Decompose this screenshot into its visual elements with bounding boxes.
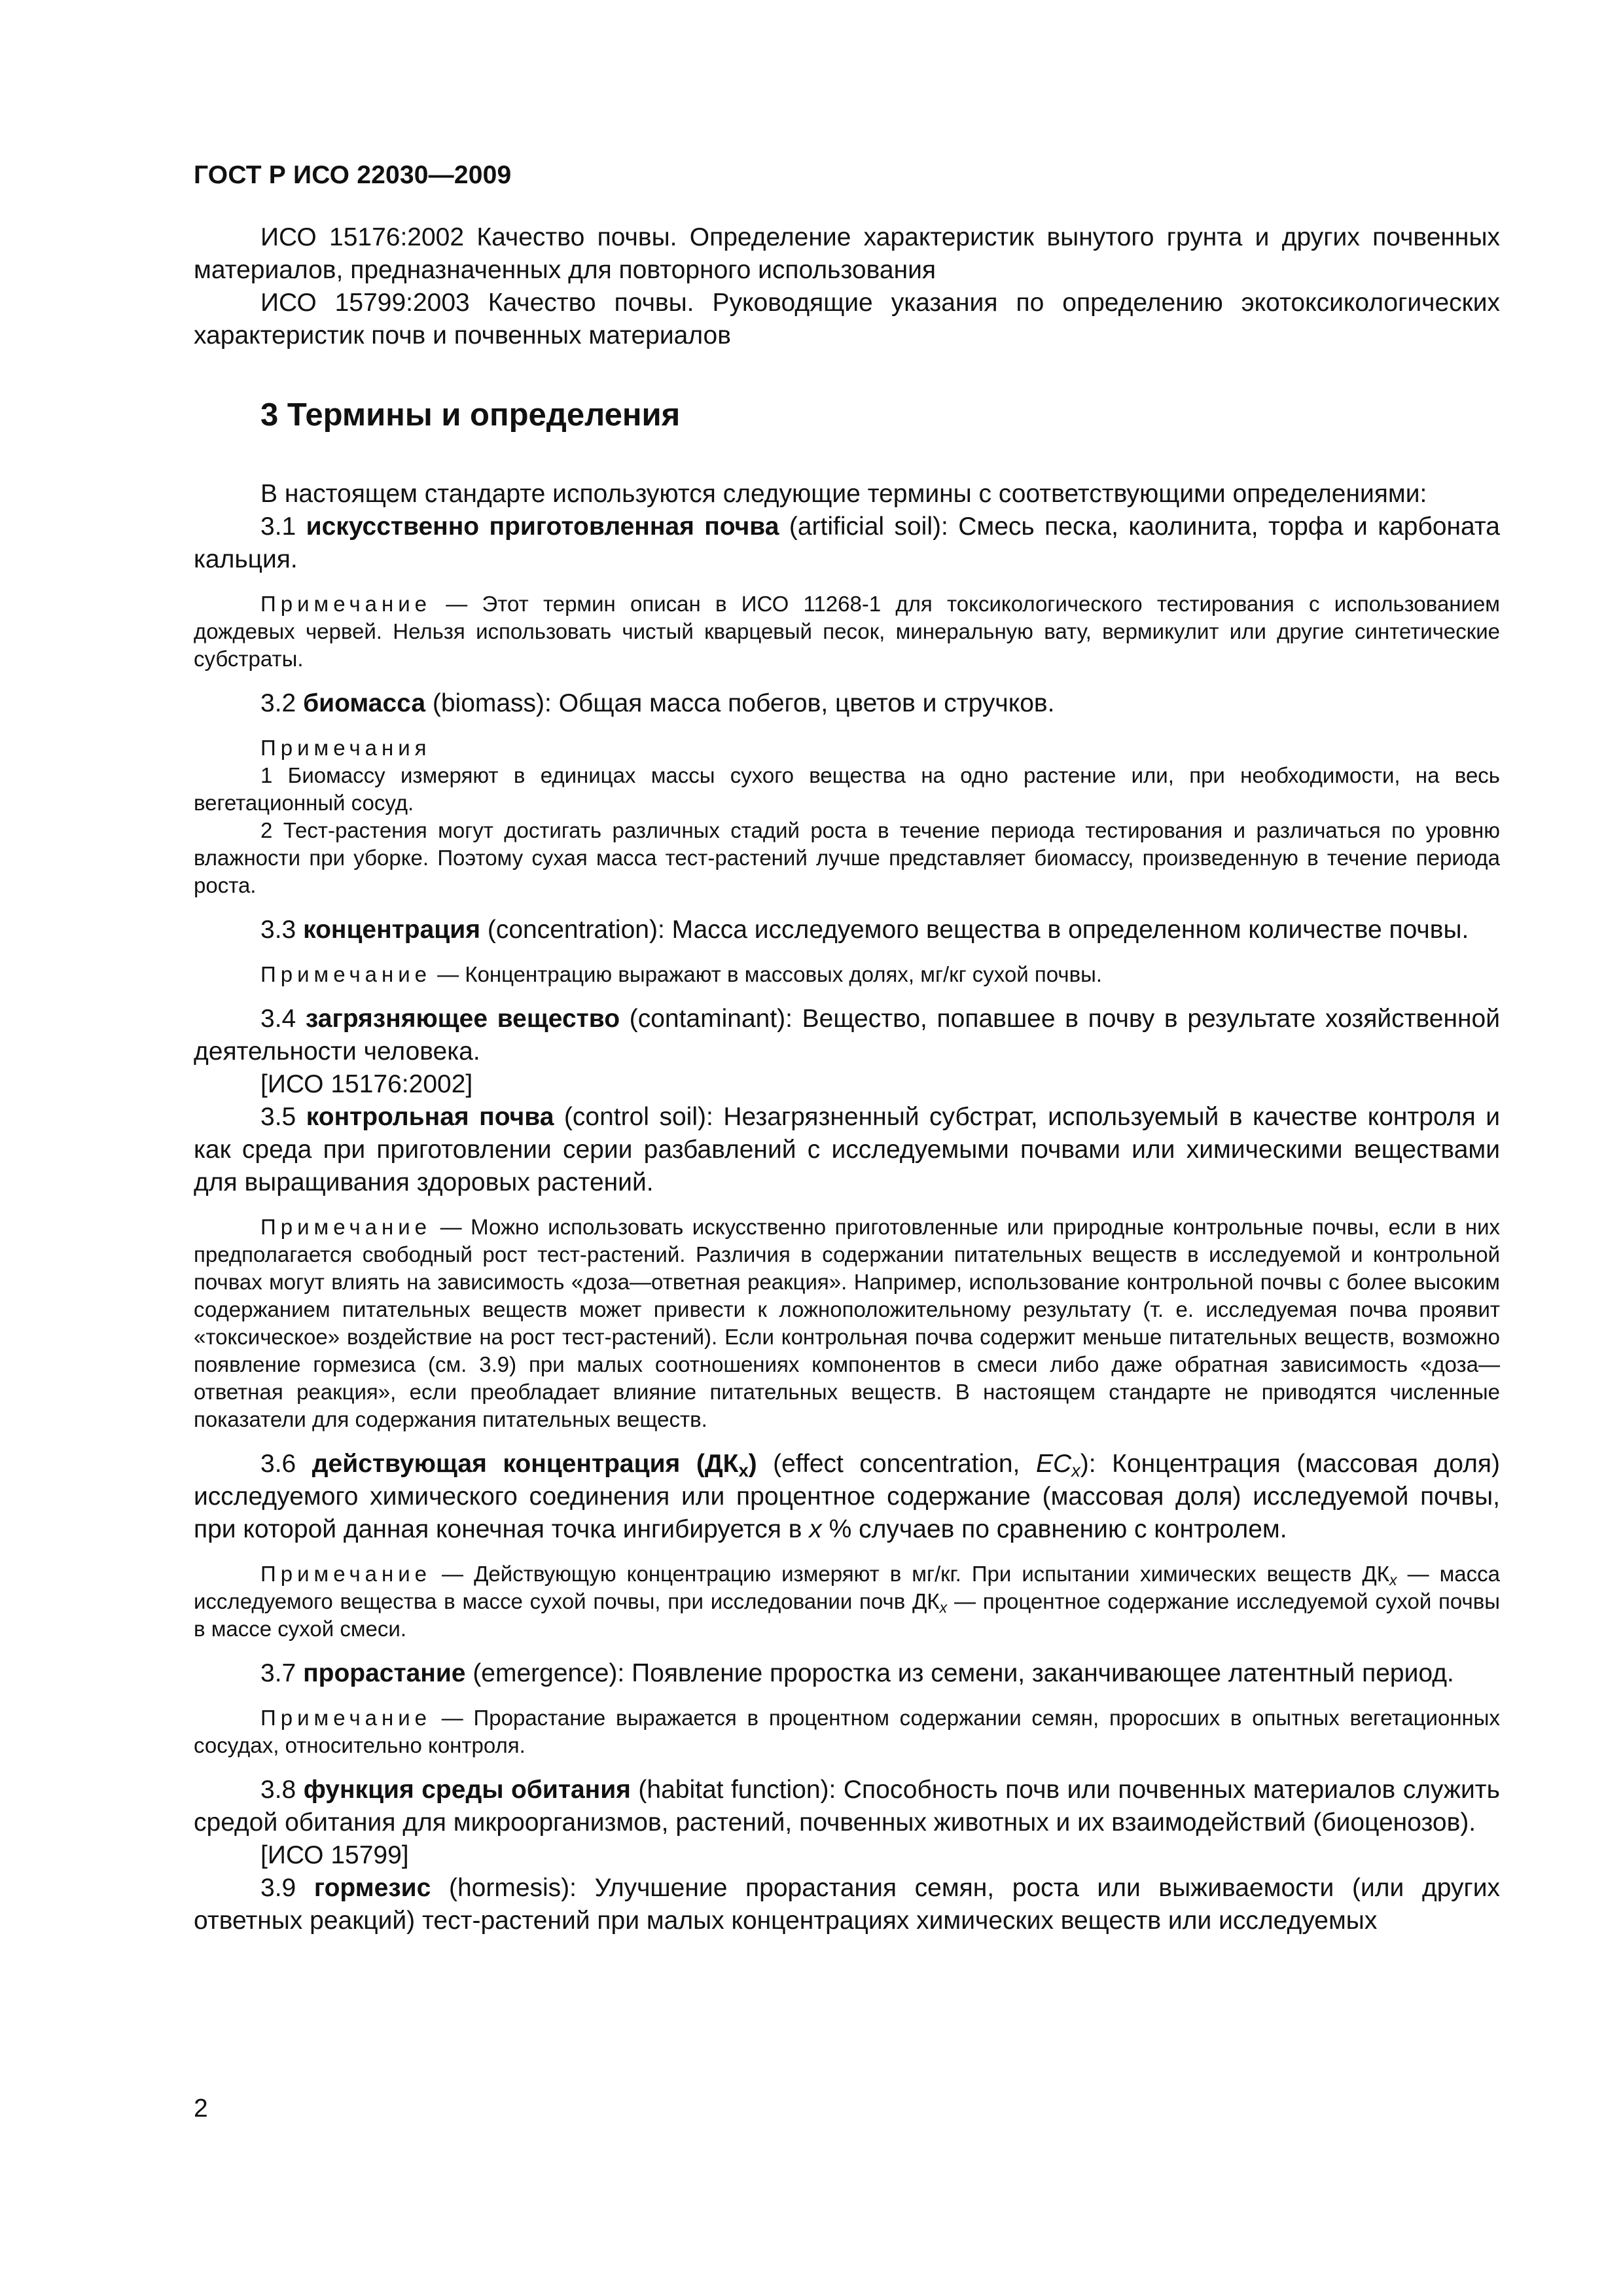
term-3-7: 3.7 прорастание (emergence): Появление проростка из семени, заканчивающее латентный период. bbox=[260, 1659, 1454, 1687]
section-title: 3 Термины и определения bbox=[260, 397, 681, 433]
term-3-4: 3.4 загрязняющее вещество (contaminant): Вещество, попавшее в почву в результате хозяйственной деятельности человека. bbox=[194, 1005, 1500, 1066]
note-3-1: Примечание — Этот термин описан в ИСО 11268-1 для токсикологического тестирования с использованием дождевых червей. Нельзя использовать чистый кварцевый песок, минеральную вату, вермикулит или другие синтетические субстраты. bbox=[194, 592, 1500, 671]
term-3-8-reference: [ИСО 15799] bbox=[260, 1841, 409, 1869]
term-3-9-name: гормезис bbox=[313, 1874, 431, 1902]
note-3-3: Примечание — Концентрацию выражают в массовых долях, мг/кг сухой почвы. bbox=[260, 962, 1102, 986]
note-3-7: Примечание — Прорастание выражается в процентном содержании семян, проросших в опытных вегетационных сосудах, относительно контроля. bbox=[194, 1706, 1500, 1757]
page-number: 2 bbox=[194, 2094, 208, 2123]
reference-iso-15799: ИСО 15799:2003 Качество почвы. Руководящие указания по определению экотоксикологических характеристик почв и почвенных материалов bbox=[194, 289, 1500, 350]
term-3-4-name: загрязняющее вещество bbox=[305, 1005, 620, 1033]
document-body bbox=[194, 221, 1500, 1937]
term-3-3-name: концентрация bbox=[303, 916, 480, 944]
note-3-5: Примечание — Можно использовать искусственно приготовленные или природные контрольные почвы, если в них предполагается свободный рост тест-растений. Различия в содержании питательных веществ в исследуемой и контрольной почвах могут влиять на зависимость «доза—ответная реакция». Например, использование контрольной почвы с более высоким содержанием питательных веществ может привести к ложноположительному результату (т. е. исследуемая почва проявит «токсическое» воздействие на рост тест-растений). Если контрольная почва содержит меньше питательных веществ, возможно появление гормезиса (см. 3.9) при малых соотношениях компонентов в смеси либо даже обратная зависимость «доза—ответная реакция», если преобладает влияние питательных веществ. В настоящем стандарте не приводятся численные показатели для содержания питательных веществ. bbox=[194, 1215, 1500, 1431]
note-3-2-item-1: 1 Биомассу измеряют в единицах массы сухого вещества на одно растение или, при необходимости, на весь вегетационный сосуд. bbox=[194, 763, 1500, 815]
term-3-5-name: контрольная почва bbox=[306, 1103, 554, 1131]
term-3-2: 3.2 биомасса (biomass): Общая масса побегов, цветов и стручков. bbox=[260, 689, 1055, 717]
term-3-5: 3.5 контрольная почва (control soil): Незагрязненный субстрат, используемый в качестве контроля и как среда при приготовлении серии разбавлений с исследуемыми почвами или химическими веществами для выращивания здоровых растений. bbox=[194, 1103, 1500, 1196]
term-3-6-name: действующая концентрация $(ДК_x)$ bbox=[312, 1450, 757, 1480]
document-header: ГОСТ Р ИСО 22030—2009 bbox=[194, 161, 512, 189]
term-3-8: 3.8 функция среды обитания (habitat function): Способность почв или почвенных материалов служить средой обитания для микроорганизмов, растений, почвенных животных и их взаимодействий (биоценозов). bbox=[194, 1776, 1500, 1837]
term-3-3: 3.3 концентрация (concentration): Масса исследуемого вещества в определенном количестве почвы. bbox=[260, 916, 1469, 944]
reference-iso-15176: ИСО 15176:2002 Качество почвы. Определение характеристик вынутого грунта и других почвенных материалов, предназначенных для повторного использования bbox=[194, 223, 1500, 284]
term-3-1: 3.1 искусственно приготовленная почва (artificial soil): Смесь песка, каолинита, торфа и карбоната кальция. bbox=[194, 512, 1500, 573]
note-3-2-item-2: 2 Тест-растения могут достигать различных стадий роста в течение периода тестирования и различаться по уровню влажности при уборке. Поэтому сухая масса тест-растений лучше представляет биомассу, произведенную в течение периода роста. bbox=[194, 818, 1500, 897]
term-3-8-name: функция среды обитания bbox=[303, 1776, 631, 1804]
term-3-4-reference: [ИСО 15176:2002] bbox=[260, 1070, 473, 1098]
note-3-6: Примечание — Действующую концентрацию измеряют в мг/кг. При испытании химических веществ $ДК_x$ — масса исследуемого вещества в массе сухой почвы, при исследовании почв $ДК_x$ — процентное содержание исследуемой сухой почвы в массе сухой смеси. bbox=[194, 1562, 1501, 1641]
term-3-1-name: искусственно приготовленная почва bbox=[306, 512, 779, 541]
note-3-2-label: Примечания bbox=[260, 736, 431, 760]
term-3-7-name: прорастание bbox=[303, 1659, 466, 1687]
term-3-2-name: биомасса bbox=[303, 689, 426, 717]
term-3-6: 3.6 действующая концентрация $(ДК_x)$ (effect concentration, $EC_x$): Концентрация (массовая доля) исследуемого химического соединения или процентное содержание (массовая доля) исследуемой почвы, при которой данная конечная точка ингибируется в x % случаев по сравнению с контролем. bbox=[194, 1450, 1500, 1543]
section-intro: В настоящем стандарте используются следующие термины с соответствующими определениями: bbox=[260, 480, 1427, 508]
term-3-9: 3.9 гормезис (hormesis): Улучшение прорастания семян, роста или выживаемости (или других ответных реакций) тест-растений при малых концентрациях химических веществ или исследуемых bbox=[194, 1874, 1500, 1935]
